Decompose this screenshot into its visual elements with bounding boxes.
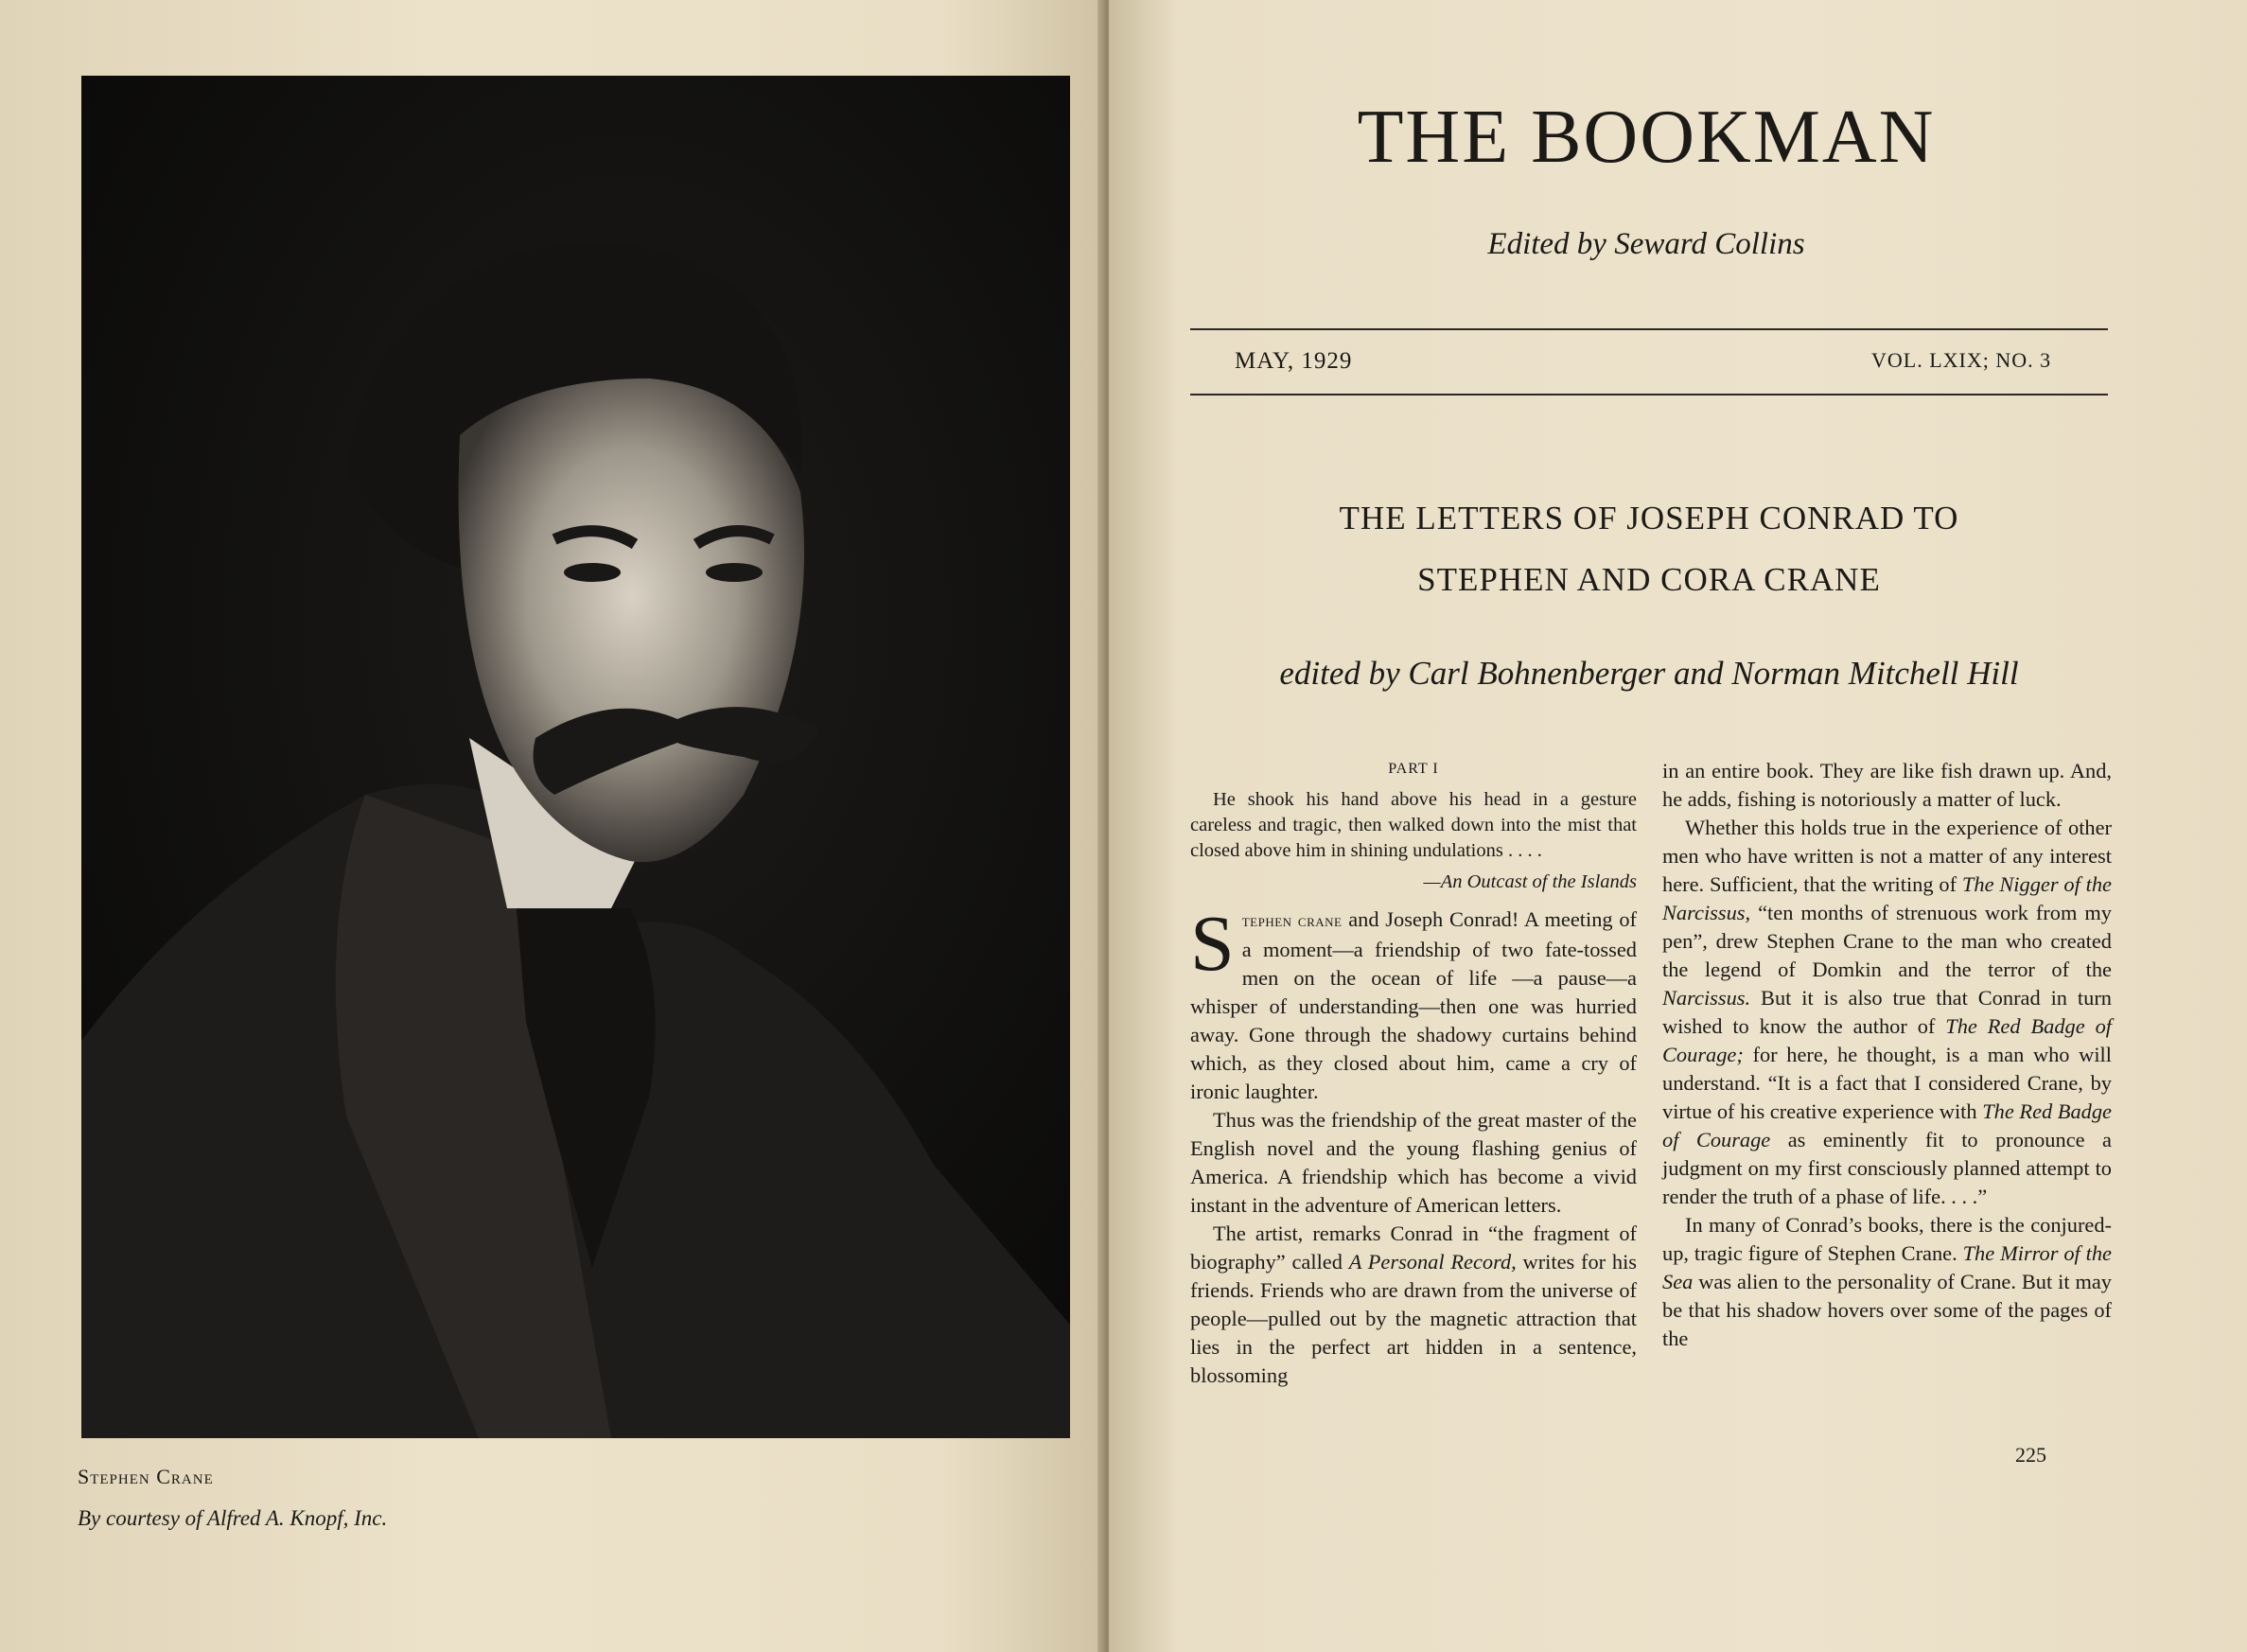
editor-line: Edited by Seward Collins [1487,227,1805,261]
page-number: 225 [2015,1443,2046,1467]
column-2 [1662,757,2112,1353]
rule-bottom [1190,394,2108,395]
paragraph: In many of Conrad’s books, there is the conjured-up, tragic figure of Stephen Crane. The Mirror of the Sea was alien to the personality of Crane. But it may be that his shadow hovers over some of the pages of the [1662,1213,2112,1350]
paragraph: Stephen crane and Joseph Conrad! A meeting of a moment—a friendship of two fate-tossed men on the ocean of life —a pause—a whisper of understanding—then one was hurried away. Gone through the shadowy curtains behind which, as they closed about him, came a cry of ironic laughter. [1190,900,1638,1103]
paragraph: Whether this holds true in the experience of other men who have written is not a matter of any interest here. Sufficient, that the writing of The Nigger of the Narcissus, “ten months of strenuous work from my pen”, drew Stephen Crane to the man who created the legend of Domkin and the terror of the Narcissus. But it is also true that Conrad in turn wished to know the author of The Red Badge of Courage; for here, he thought, is a man who will understand. “It is a fact that I considered Crane, by virtue of his creative experience with The Red Badge of Courage as eminently fit to pronounce a judgment on my first consciously planned attempt to render the truth of a phase of life. . . .” [1662,816,2112,1208]
rule-top [1190,328,2108,330]
left-page [0,0,1105,1652]
title-line-2: STEPHEN AND CORA CRANE [1417,561,1881,598]
article-byline: edited by Carl Bohnenberger and Norman Mitchell Hill [1279,655,2019,692]
part-heading: PART I [1388,761,1439,777]
photo-caption-credit: By courtesy of Alfred A. Knopf, Inc. [78,1506,388,1530]
portrait-photograph [81,76,1070,1438]
issue-date: MAY, 1929 [1235,348,1353,374]
paragraph: The artist, remarks Conrad in “the fragment of biography” called A Personal Record, writes for his friends. Friends who are drawn from the universe of people—pulled out by the magnetic attraction that lies in the perfect art hidden in a sentence, blossoming [1190,1221,1637,1387]
title-line-1: THE LETTERS OF JOSEPH CONRAD TO [1339,500,1959,536]
drop-cap: S [1190,900,1235,988]
paragraph: in an entire book. They are like fish drawn up. And, he adds, fishing is notoriously a matter of luck. [1662,759,2112,811]
epigraph: He shook his hand above his head in a gesture careless and tragic, then walked down into the mist that closed above him in shining undulations . . . . [1190,789,1637,861]
paragraph: Thus was the friendship of the great master of the English novel and the young flashing genius of America. A friendship which has become a vivid instant in the adventure of American letters. [1190,1108,1637,1217]
issue-volume: VOL. LXIX; NO. 3 [1871,348,2052,372]
photo-caption-name: Stephen Crane [78,1465,214,1488]
article-title [1190,487,2108,610]
masthead: THE BOOKMAN [1357,96,1936,179]
column-1 [1190,757,1637,1390]
epigraph-attribution: —An Outcast of the Islands [1423,871,1637,892]
